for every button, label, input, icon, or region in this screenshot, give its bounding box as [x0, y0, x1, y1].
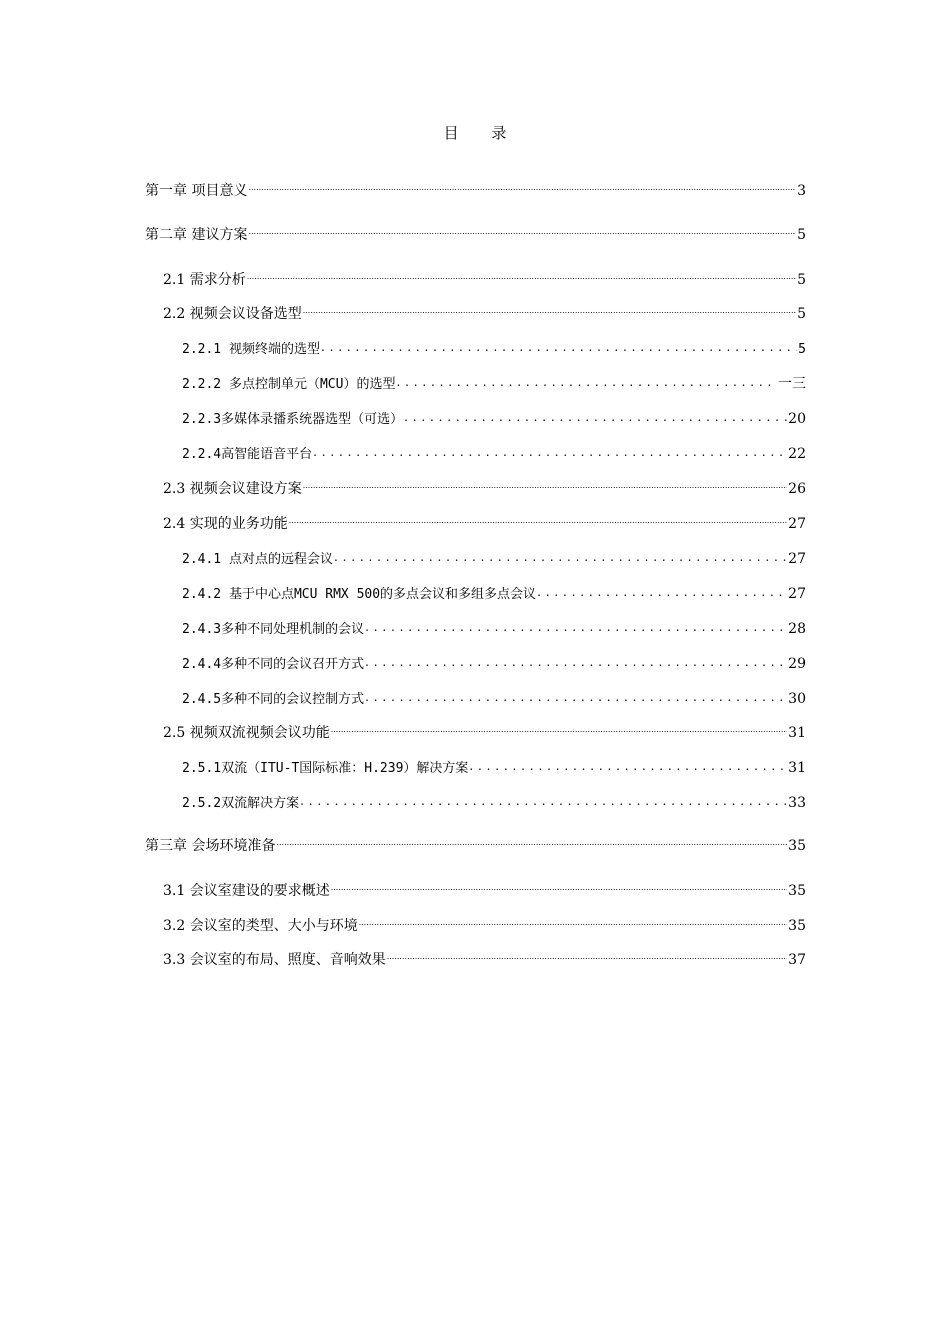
dot-leader	[321, 333, 797, 353]
toc-entry-2-3[interactable]	[163, 473, 806, 497]
dot-leader	[300, 787, 787, 807]
toc-entry-label: 2.2.2 多点控制单元（MCU）的选型	[182, 377, 396, 392]
toc-entry-page: 27	[788, 586, 806, 602]
toc-entry-page: 37	[788, 952, 806, 968]
toc-entry-page: 5	[797, 272, 806, 288]
dot-leader	[303, 298, 796, 318]
dot-leader	[248, 175, 796, 195]
toc-entry-2-2-2[interactable]	[182, 368, 806, 392]
toc-entry-page: 31	[788, 760, 806, 776]
toc-entry-label: 第二章 建议方案	[145, 227, 248, 243]
dot-leader	[303, 473, 787, 493]
toc-entry-page: 26	[788, 481, 806, 497]
toc-entry-label: 3.1 会议室建设的要求概述	[163, 883, 330, 899]
toc-entry-2-2-4[interactable]	[182, 438, 806, 462]
dot-leader	[248, 219, 796, 239]
toc-entry-label: 2.2.3多媒体录播系统器选型（可选）	[182, 412, 404, 427]
toc-entry-label: 2.4.4多种不同的会议召开方式	[182, 657, 365, 672]
toc-entry-label: 2.4.2 基于中心点MCU RMX 500的多点会议和多组多点会议	[182, 587, 537, 602]
toc-entry-label: 2.5.2双流解决方案	[182, 796, 300, 811]
toc-entry-chapter-3[interactable]	[145, 830, 806, 854]
toc-entry-3-3[interactable]	[163, 944, 806, 968]
toc-entry-2-4-2[interactable]	[182, 578, 806, 602]
toc-entry-page: 22	[788, 446, 806, 462]
toc-entry-2-2[interactable]	[163, 298, 806, 322]
toc-entry-label: 3.2 会议室的类型、大小与环境	[163, 918, 358, 934]
dot-leader	[331, 875, 787, 895]
toc-entry-label: 2.4.5多种不同的会议控制方式	[182, 692, 365, 707]
dot-leader	[331, 717, 787, 737]
toc-entry-chapter-1[interactable]	[145, 175, 806, 199]
dot-leader	[313, 438, 787, 458]
dot-leader	[404, 403, 787, 423]
dot-leader	[469, 752, 787, 772]
toc-entry-page: 30	[788, 691, 806, 707]
toc-entry-label: 2.3 视频会议建设方案	[163, 481, 302, 497]
toc-entry-page: 3	[797, 183, 806, 199]
dot-leader	[247, 264, 796, 284]
toc-entry-page: 28	[788, 621, 806, 637]
toc-entry-2-5-2[interactable]	[182, 787, 806, 811]
toc-entry-page: 29	[788, 656, 806, 672]
toc-entry-label: 2.5 视频双流视频会议功能	[163, 725, 330, 741]
toc-entry-page: 35	[788, 838, 806, 854]
dot-leader	[365, 683, 787, 703]
toc-entry-label: 2.4 实现的业务功能	[163, 516, 288, 532]
toc-entry-label: 2.2.4高智能语音平台	[182, 447, 313, 462]
toc-entry-label: 3.3 会议室的布局、照度、音响效果	[163, 952, 386, 968]
toc-entry-3-1[interactable]	[163, 875, 806, 899]
toc-entry-page: 5	[798, 342, 806, 357]
toc-entry-2-4-4[interactable]	[182, 648, 806, 672]
toc-entry-page: 35	[788, 883, 806, 899]
toc-entry-page: 35	[788, 918, 806, 934]
toc-entry-label: 2.2 视频会议设备选型	[163, 306, 302, 322]
toc-entry-page: 27	[788, 551, 806, 567]
toc-entry-page: 5	[797, 306, 806, 322]
toc-entry-page: 31	[788, 725, 806, 741]
toc-entry-label: 2.2.1 视频终端的选型	[182, 342, 320, 357]
toc-entry-2-4[interactable]	[163, 508, 806, 532]
toc-entry-label: 2.5.1双流（ITU-T国际标准：H.239）解决方案	[182, 761, 469, 776]
toc-entry-page: 5	[797, 227, 806, 243]
dot-leader	[537, 578, 787, 598]
toc-entry-page: 33	[788, 795, 806, 811]
toc-entry-label: 2.4.3多种不同处理机制的会议	[182, 622, 365, 637]
toc-entry-2-5-1[interactable]	[182, 752, 806, 776]
toc-entry-page: 一三	[778, 376, 806, 392]
toc-entry-label: 第三章 会场环境准备	[145, 838, 276, 854]
toc-entry-page: 20	[788, 411, 806, 427]
dot-leader	[365, 613, 787, 633]
toc-entry-page: 27	[788, 516, 806, 532]
dot-leader	[365, 648, 787, 668]
toc-entry-2-1[interactable]	[163, 264, 806, 288]
dot-leader	[387, 944, 787, 964]
toc-entry-label: 2.4.1 点对点的远程会议	[182, 552, 333, 567]
dot-leader	[276, 830, 787, 850]
dot-leader	[334, 543, 787, 563]
toc-entry-label: 2.1 需求分析	[163, 272, 246, 288]
toc-entry-2-4-5[interactable]	[182, 683, 806, 707]
toc-title: 目 录	[443, 124, 521, 142]
toc-entry-label: 第一章 项目意义	[145, 183, 248, 199]
toc-entry-chapter-2[interactable]	[145, 219, 806, 243]
dot-leader	[396, 368, 777, 388]
toc-entry-2-2-3[interactable]	[182, 403, 806, 427]
toc-entry-2-5[interactable]	[163, 717, 806, 741]
dot-leader	[359, 910, 787, 930]
toc-entry-2-4-3[interactable]	[182, 613, 806, 637]
toc-entry-2-2-1[interactable]	[182, 333, 806, 357]
toc-entry-3-2[interactable]	[163, 910, 806, 934]
dot-leader	[289, 508, 787, 528]
toc-entry-2-4-1[interactable]	[182, 543, 806, 567]
